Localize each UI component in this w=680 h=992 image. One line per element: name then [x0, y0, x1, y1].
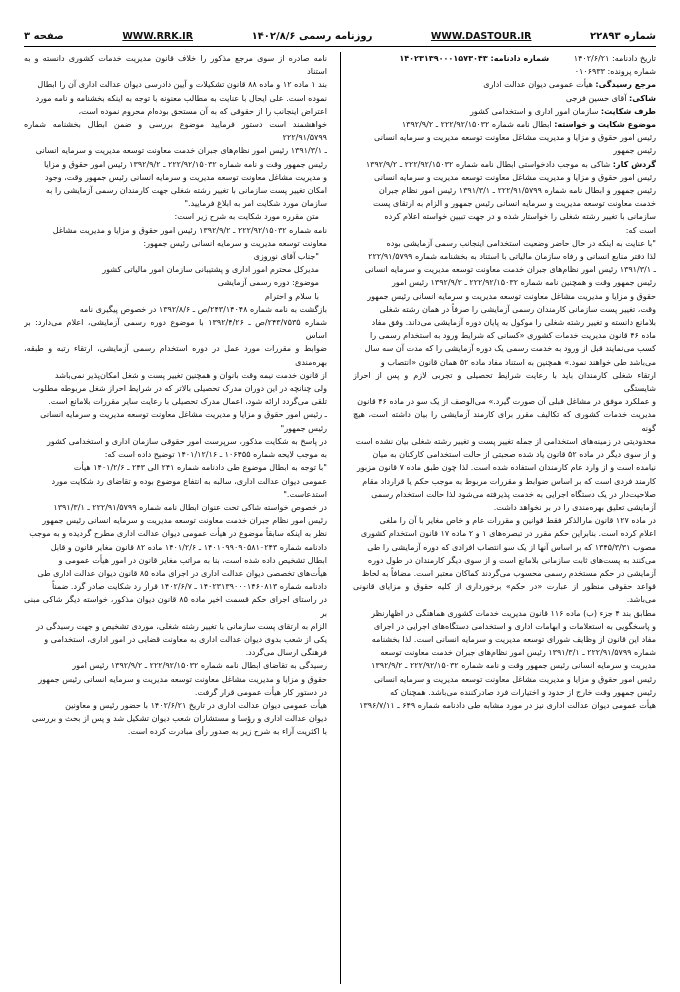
- text-line: استدعاست.": [283, 489, 327, 499]
- session-note: [24, 699, 327, 739]
- contested-rule: [24, 210, 327, 302]
- text-line: فرهنگی ارسال می‌گردد.: [245, 648, 327, 658]
- text-columns: [24, 52, 656, 984]
- quote-line: و از سوی دیگر در ماده ۵۲ قانون یاد شده صحبتی از حالت استخدامی کارکنان به میان: [372, 450, 656, 460]
- text-line: یکی از شعب بدوی دیوان عدالت اداری به معاونت قضایی در امور اداری، استخدامی و: [44, 634, 327, 644]
- text-line: از قانون خدمت نیمه وقت بانوان و همچنین تغییر پست و شغل امکان‌پذیر نمی‌باشد: [55, 370, 327, 380]
- text-line: نامه شماره ۲۲۲/۹۲/۱۵۰۳۲ ـ ۱۳۹۲/۹/۲ رئیس امور حقوق و مزایا و مدیریت مشاغل: [52, 225, 327, 235]
- procedure-line: رئیس امور حقوق و مزایا و مدیریت مشاغل معاونت توسعه مدیریت و سرمایه انسانی: [374, 172, 656, 182]
- text-line: معاونت توسعه مدیریت و سرمایه انسانی رئیس جمهور:: [143, 238, 327, 248]
- text-line: سازمان مورد شکایت امر به ابلاغ فرمایید.": [184, 199, 327, 209]
- issue-number: شماره ۲۲۸۹۳: [590, 31, 656, 42]
- defendant: [353, 105, 656, 118]
- quote-line: و عملکرد موفق در مشاغل قبلی آن صورت گیرد.» می‌الوصف از یک سو در ماده ۴۶ قانون: [357, 397, 656, 407]
- quote-line: وقت، تغییر پست سازمانی کارمندان رسمی آزمایشی را صرفاً در همان رشته شغلی: [379, 304, 656, 314]
- gazette-title-date: روزنامه رسمی ۱۴۰۲/۸/۶: [251, 31, 373, 42]
- quote-line: "با عنایت به اینکه در حال حاضر وضعیت استخدامی اینجانب رسمی آزمایشی بوده: [386, 238, 656, 248]
- quote-line: آزمایشی تعلیق بهره‌مندی را در بر نخواهد داشت.: [493, 502, 656, 512]
- text-line: مدیرکل محترم امور اداری و پشتیبانی سازمان امور مالیاتی کشور: [102, 265, 319, 275]
- text-line: ضوابط و مقررات مورد عمل در دوره استخدام رسمی آزمایشی، ارتقاء رتبه و طبقه، بهره‌مندی: [24, 344, 327, 367]
- quote-line: کارمند فردی است که بر اساس ضوابط و مقررات مربوط به موجب حکم یا قرارداد مقام: [362, 476, 656, 486]
- text-line: رئیس جمهور": [280, 423, 327, 433]
- ruling-date-value: ۱۴۰۲/۶/۲۱: [573, 54, 610, 63]
- ruling-meta-row: [353, 52, 656, 65]
- procedure-line: رئیس جمهور و ابطال نامه شماره ۲۲۲/۹۱/۵۷۹۹ ـ ۱۳۹۱/۳/۱ رئیس امور نظام جبران: [378, 186, 656, 196]
- case-number-value: ۰۱۰۶۹۳۳: [574, 67, 605, 77]
- quote-line: آزمایشی در حکم مستخدم رسمی محسوب می‌گردند کماکان معتبر است. مضافاً به لحاظ: [361, 568, 656, 578]
- text-line: بند ۱ ماده ۱۲ و ماده ۸۸ قانون تشکیلات و آیین دادرسی دیوان عدالت اداری آن را ابطال: [37, 80, 327, 90]
- text-line: خواهشمند است دستور فرمایید موضوع بررسی و ضمن ابطال بخشنامه شماره ۲۲۲/۹۱/۵۷۹۹: [24, 120, 327, 143]
- text-line: با اکثریت آراء به شرح زیر به صدور رأی مبادرت کرده است.: [127, 727, 327, 737]
- quote-line: لذا دفتر منابع انسانی و رفاه سازمان مالیاتی با استناد به بخشنامه شماره ۲۲۲/۹۱/۵۷۹۹: [368, 252, 656, 262]
- quote-line: قواعد حقوقی منظور از عبارت «در حکم» برخورداری از کلیه حقوق و مزایای قانونی می‌باشد.: [353, 582, 656, 605]
- subject-line: ابطال نامه شماره ۲۲۲/۹۲/۱۵۰۳۲ ـ ۱۳۹۲/۹/۲: [401, 120, 552, 130]
- contested-rule-intro: متن مقرره مورد شکایت به شرح زیر است:: [174, 212, 319, 222]
- ruling-date: [574, 52, 656, 65]
- text-line: رئیس امور نظام جبران خدمت معاونت توسعه مدیریت و سرمایه انسانی رئیس جمهور: [42, 516, 327, 526]
- text-line: نموده است. علی ایحال با عنایت به مطالب معنونه با توجه به اینکه بخشنامه و نامه مورد: [35, 93, 327, 103]
- quote-line: رئیس امور حقوق و مزایا و مدیریت مشاغل معاونت توسعه مدیریت و سرمایه انسانی: [374, 674, 656, 684]
- text-line: ولی چنانچه در این دوران مدرک تحصیلی بالاتر که در شرایط احراز شغل مربوطه مطلوب: [32, 384, 327, 394]
- case-number-label: شماره پرونده:: [607, 67, 656, 77]
- text-line: اعتراض اینجانب را از حقوقی که به آن مستحق بوده‌ام محروم نموده است،: [78, 106, 327, 116]
- text-line: دادنامه شماره ۱۴۰۱۰۹۹۰۹۰۵۸۱۰۲۴۳ ـ ۱۴۰۱/۲/۶ ماده ۸۲ قانون مغایر قانون و قابل: [50, 542, 327, 552]
- text-line: رسیدگی به تقاضای ابطال نامه شماره ۲۲۲/۹۲/۱۵۰۳۲ ـ ۱۳۹۲/۹/۲ رئیس امور: [72, 661, 327, 671]
- procedure-line: خدمت معاونت توسعه مدیریت و سرمایه انسانی رئیس جمهور و الزام به ارتقای پست: [373, 199, 656, 209]
- text-line: در دستور کار هیأت عمومی قرار گرفت.: [194, 687, 327, 697]
- text-line: الزام به ارتقای پست سازمانی با تغییر رشته شغلی، موردی تشخیص و جهت رسیدگی در: [36, 621, 327, 631]
- text-line: ابطال تشخیص داده شده است، بنا به مراتب مغایر قانون در امور هیأت عمومی و: [58, 555, 327, 565]
- text-line: "با توجه به ابطال موضوع طی دادنامه شماره ۲۴۱ الی ۲۴۳ ـ ۱۴۰۱/۲/۶ هیأت: [73, 463, 327, 473]
- authority: [353, 78, 656, 91]
- quote-line: ارتقاء شغلی کارمندان باید با رعایت شرایط تحصیلی و تجربی لازم و پس از احراز شایستگی: [353, 370, 656, 394]
- quote-line: بلامانع دانسته و تغییر رشته شغلی را موکول به پایان دوره آزمایشی می‌داند. وفق مفاد: [371, 318, 656, 328]
- quote-line: کسب می‌نمایند قبل از ورود به خدمت رسمی یک دوره آزمایشی را که مدت آن سه سال: [364, 344, 656, 354]
- text-line: با سلام و احترام: [264, 291, 319, 301]
- text-line: تلقی می‌گردد ارائه شود، اعمال مدرک تحصیلی با رعایت سایر مقررات بلامانع است.: [48, 397, 327, 407]
- text-line: حقوق و مزایا و مدیریت مشاغل معاونت توسعه مدیریت و سرمایه انسانی رئیس جمهور: [38, 674, 327, 684]
- rrk-site-link[interactable]: WWW.RRK.IR: [122, 31, 194, 42]
- quote-line: می‌باشد طی خواهند نمود.» همچنین به استناد مفاد ماده ۵۲ همان قانون «انتصاب و: [380, 357, 656, 367]
- text-line: ـ ۱۳۹۱/۳/۱ رئیس امور نظام‌های جبران خدمت معاونت توسعه مدیریت و سرمایه انسانی: [35, 146, 327, 156]
- procedure-line: شاکی به موجب دادخواستی ابطال نامه شماره ۲۲۲/۹۲/۱۵۰۳۲ ـ ۱۳۹۲/۹/۲: [365, 159, 611, 169]
- text-line: نامه صادره از سوی مرجع مذکور را خلاف قانون مدیریت خدمات کشوری دانسته و به استناد: [24, 54, 327, 77]
- quote-line: حقوق و مزایا و مدیریت مشاغل معاونت توسعه مدیریت و سرمایه انسانی رئیس جمهور: [367, 291, 656, 301]
- text-line: شماره ۲۴۳/۷۵۳۵/ص ـ ۱۳۹۲/۴/۲۶ با موضوع دوره رسمی آزمایشی، اعلام می‌دارد: بر اساس: [24, 318, 327, 341]
- quote-line: رئیس جمهور وقت و همچنین نامه شماره ۲۲۲/۹۲/۱۵۰۳۲ ـ ۱۳۹۲/۹/۲ رئیس امور: [392, 278, 656, 288]
- complainant: [353, 92, 656, 105]
- quote-line: در ماده ۱۲۷ قانون مارالذکر فقط قوانین و مقررات عام و خاص مغایر با آن را ملغی: [379, 516, 656, 526]
- subject-label: موضوع شکایت و خواسته:: [554, 120, 656, 130]
- header-rule: [24, 46, 656, 47]
- text-line: امکان تغییر پست سازمانی با تغییر رشته شغلی جهت کارمندان رسمی آزمایشی را به: [45, 186, 327, 196]
- text-line: موضوع: دوره رسمی آزمایشی: [217, 278, 319, 288]
- complaint-continuation: [24, 52, 327, 210]
- court-reasoning: [24, 501, 327, 659]
- quote-line: نیامده است و از وارد عام کارمندان استفاده شده است. لذا چون طبق ماده ۷ قانون مزبور: [356, 463, 656, 473]
- text-line: در راستای اجرای حکم قسمت اخیر ماده ۸۵ قانون دیوان مذکور، خواسته دیگر شاکی مبنی بر: [24, 595, 327, 618]
- text-line: دادنامه شماره ۱۴۰۲۳۱۳۹۰۰۰۱۴۶۰۸۱۳ ـ ۱۴۰۲/۶/۷ قرار رد شکایت صادر گرد. ضمناً: [52, 582, 327, 592]
- procedure-line: سازمانی با تغییر رشته شغلی را خواستار شده و در جهت تبیین خواسته اعلام کرده: [384, 212, 656, 222]
- text-line: هیأت‌های تخصصی دیوان عدالت اداری در اجرای ماده ۸۵ قانون دیوان عدالت اداری طی: [37, 568, 327, 578]
- complainant-value: آقای حسین فرجی: [565, 93, 627, 103]
- text-line: در خصوص خواسته شاکی تحت عنوان ابطال نامه شماره ۲۲۲/۹۱/۵۷۹۹ ـ ۱۳۹۱/۳/۱: [53, 502, 327, 512]
- ruling-date-label: تاریخ دادنامه:: [612, 54, 656, 63]
- left-column: [24, 52, 327, 984]
- text-line: عمومی دیوان عدالت اداری، سالبه به انتفاع موضوع بوده و تقاضای رد شکایت مورد: [51, 476, 327, 486]
- quote-line: ـ ۱۳۹۱/۳/۱ رئیس امور نظام‌های جبران خدمت معاونت توسعه مدیریت و سرمایه انسانی: [364, 265, 656, 275]
- authority-label: مرجع رسیدگی:: [595, 80, 656, 90]
- quote-line: ماده ۴۶ قانون مدیریت خدمات کشوری «کسانی که شرایط ورود به استخدام رسمی را: [369, 331, 656, 341]
- letter-body: [24, 303, 327, 435]
- text-line: رئیس جمهور وقت و نامه شماره ۲۲۲/۹۲/۱۵۰۳۲ ـ ۱۳۹۲/۹/۲ رئیس امور حقوق و مزایا: [43, 159, 327, 169]
- ruling-number: [399, 52, 549, 65]
- authority-value: هیأت عمومی دیوان عدالت اداری: [483, 80, 593, 90]
- quote-line: مصوب ۱۳۴۵/۳/۳۱ که بر اساس آنها از یک سو انتصاب افرادی که دوره آزمایشی را طی: [367, 542, 656, 552]
- procedure-line: است که:: [625, 225, 656, 235]
- ruling-number-value: ۱۴۰۲۳۱۳۹۰۰۰۱۵۷۳۰۴۳: [399, 54, 488, 63]
- text-line: به موجب لایحه شماره ۱۰۶۴۵۵ ـ ۱۴۰۱/۱۲/۱۶ توضیح داده است که:: [104, 450, 327, 460]
- page-header: [24, 26, 656, 42]
- case-number: [353, 65, 656, 78]
- quote-line: صلاحیت‌دار در یک دستگاه اجرایی به خدمت پذیرفته می‌شود لذا حالت استخدام رسمی: [371, 489, 656, 499]
- text-line: هیأت عمومی دیوان عدالت اداری در تاریخ ۱۴۰۲/۶/۲۱ با حضور رئیس و معاونین: [65, 700, 327, 710]
- text-line: بازگشت به نامه شماره ۲۴۳/۱۴۰۴۸/ص ـ ۱۳۹۲/۸/۶ در خصوص پیگیری نامه: [79, 304, 327, 314]
- procedure-label: گردش کار:: [612, 159, 656, 169]
- complainant-label: شاکی:: [629, 93, 656, 103]
- quote-line: شماره ۲۲۲/۹۱/۵۷۹۹ ـ ۱۳۹۱/۳/۱ رئیس امور نظام‌های جبران خدمت معاونت توسعه: [380, 648, 656, 658]
- quote-line: مدیریت خدمات کشوری که تکالیف مقرر برای کارمند آزمایشی را بیان داشته است، هیچ گونه: [353, 410, 656, 433]
- subject-line: رئیس جمهور: [613, 146, 656, 156]
- defense-response: [24, 435, 327, 501]
- text-line: ـ رئیس امور حقوق و مزایا و مدیریت مشاغل معاونت توسعه مدیریت و سرمایه انسانی: [40, 410, 327, 420]
- text-line: و مدیریت مشاغل معاونت توسعه مدیریت و سرمایه انسانی رئیس جمهور وقت، وجود: [45, 172, 327, 182]
- quote-line: و پاسخگویی به استعلامات و ابهامات اداری و استخدامی دستگاه‌های اجرایی در اجرای: [373, 621, 656, 631]
- defendant-value: سازمان امور اداری و استخدامی کشور: [469, 106, 599, 116]
- right-column: [353, 52, 656, 984]
- quote-line: هیأت عمومی دیوان عدالت اداری نیز در مورد مشابه طی دادنامه شماره ۶۴۹ ـ ۱۳۹۶/۷/۱۱: [359, 700, 656, 710]
- quote-line: رئیس جمهور وقت خارج از حدود و اختیارات فرد صادرکننده می‌باشد. همچنان که: [390, 687, 656, 697]
- procedure-section: [353, 158, 656, 237]
- subject-section: [353, 118, 656, 158]
- subject-line: رئیس امور حقوق و مزایا و مدیریت مشاغل معاونت توسعه مدیریت و سرمایه انسانی: [374, 133, 656, 143]
- quote-line: می‌کنند به پست‌های ثابت سازمانی بلامانع است و از سوی دیگر کارمندان در طول دوره: [367, 555, 656, 565]
- page-number: صفحه ۳: [24, 31, 64, 42]
- quote-line: مفاد این قانون از وظایف شورای توسعه مدیریت و سرمایه انسانی است. لذا بخشنامه: [371, 634, 656, 644]
- ruling-number-label: شماره دادنامه:: [490, 54, 550, 63]
- hearing-agenda: [24, 659, 327, 699]
- text-line: در پاسخ به شکایت مذکور، سرپرست امور حقوقی سازمان اداری و استخدامی کشور: [47, 436, 327, 446]
- dastour-site-link[interactable]: WWW.DASTOUR.IR: [430, 31, 532, 42]
- quote-line: اعلام کرده است. بنابراین حکم مقرر در تبصره‌های ۱ و ۲ ماده ۱۷ قانون استخدام کشوری: [360, 529, 656, 539]
- text-line: نظر به اینکه سابقاً موضوع در هیأت عمومی دیوان عدالت اداری مطرح گردیده و به موجب: [29, 529, 327, 539]
- column-divider: [340, 52, 341, 984]
- quote-line: مطابق بند ۴ جزء (ب) ماده ۱۱۶ قانون مدیریت خدمات کشوری هماهنگی در اظهارنظر: [371, 608, 656, 618]
- quote-line: محدودیتی در زمینه‌های استخدامی از جمله تغییر پست و تغییر رشته شغلی بیان نشده است: [355, 436, 656, 446]
- text-line: "جناب آقای نوروزی: [253, 252, 319, 262]
- quote-line: مدیریت و سرمایه انسانی رئیس جمهور وقت و نامه شماره ۲۲۲/۹۲/۱۵۰۳۲ ـ ۱۳۹۲/۹/۲: [371, 661, 656, 671]
- complaint-quote: [353, 237, 656, 712]
- text-line: دیوان عدالت اداری و رؤسا و مستشاران شعب دیوان تشکیل شد و پس از بحث و بررسی: [32, 714, 327, 724]
- defendant-label: طرف شکایت:: [600, 106, 656, 116]
